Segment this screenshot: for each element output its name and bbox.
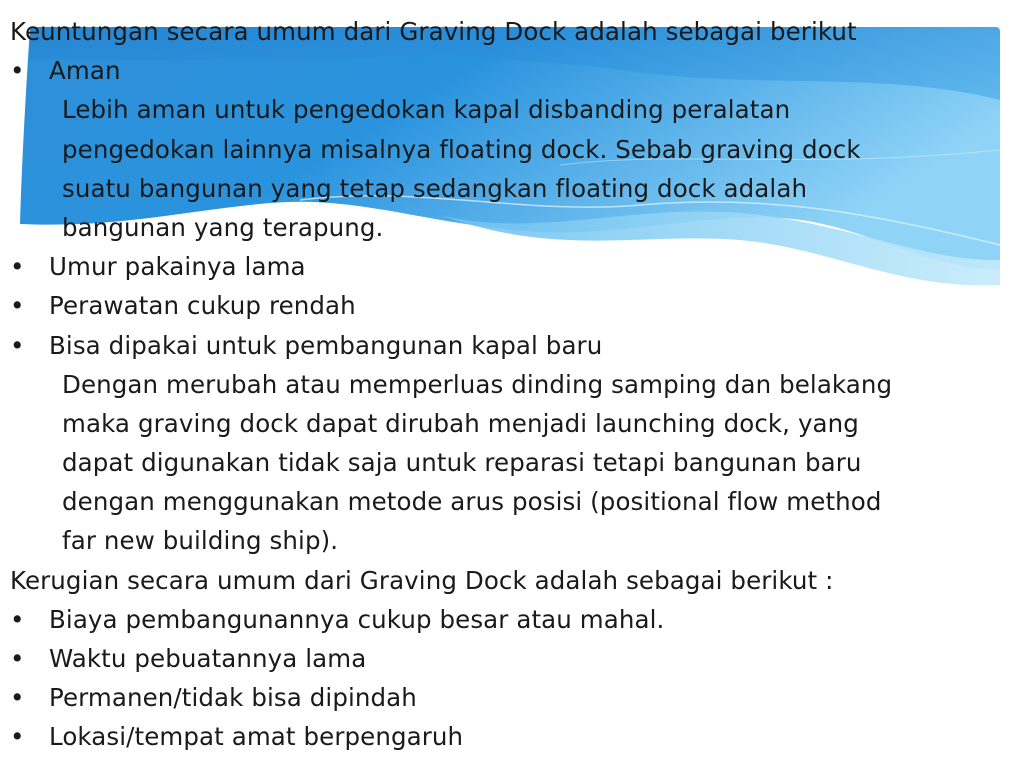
advantage-title: Bisa dipakai untuk pembangunan kapal baru [49, 330, 603, 360]
advantage-description-line: bangunan yang terapung. [62, 212, 384, 242]
advantage-item-umur [10, 247, 1010, 286]
advantage-title: Umur pakainya lama [49, 252, 306, 282]
advantage-description-line: maka graving dock dapat dirubah menjadi launching dock, yang [62, 408, 859, 438]
slide-content [10, 12, 1010, 757]
disadvantage-item [10, 600, 1010, 639]
advantage-description-line: Lebih aman untuk pengedokan kapal disbanding peralatan [62, 95, 791, 125]
disadvantage-text: Lokasi/tempat amat berpengaruh [49, 722, 464, 752]
advantage-description-line: pengedokan lainnya misalnya floating dock. Sebab graving dock [62, 134, 861, 164]
advantage-description-line: far new building ship). [62, 526, 339, 556]
disadvantage-text: Biaya pembangunannya cukup besar atau mahal. [49, 604, 665, 634]
bullet-icon: • [10, 291, 25, 321]
bullet-icon: • [10, 722, 25, 752]
advantage-description-line: dapat digunakan tidak saja untuk reparasi tetapi bangunan baru [62, 448, 862, 478]
advantage-item-perawatan [10, 286, 1010, 325]
advantage-description-line: Dengan merubah atau memperluas dinding samping dan belakang [62, 369, 893, 399]
bullet-icon: • [10, 644, 25, 673]
bullet-icon: • [10, 683, 25, 713]
disadvantage-item [10, 678, 1010, 717]
advantage-description-line: dengan menggunakan metode arus posisi (positional flow method [62, 487, 882, 517]
bullet-icon: • [10, 56, 25, 86]
disadvantage-item [10, 639, 1010, 678]
advantage-title: Perawatan cukup rendah [49, 291, 356, 321]
bullet-icon: • [10, 330, 25, 360]
disadvantages-heading: Kerugian secara umum dari Graving Dock adalah sebagai berikut : [10, 565, 834, 595]
advantage-title: Aman [49, 56, 121, 86]
advantages-heading: Keuntungan secara umum dari Graving Dock adalah sebagai berikut [10, 17, 857, 46]
bullet-icon: • [10, 604, 25, 634]
advantage-description-line: suatu bangunan yang tetap sedangkan floating dock adalah [62, 173, 808, 203]
advantage-item-kapal-baru [10, 326, 1010, 365]
disadvantage-text: Permanen/tidak bisa dipindah [49, 683, 417, 713]
disadvantage-text: Waktu pebuatannya lama [49, 644, 367, 673]
bullet-icon: • [10, 252, 25, 282]
disadvantage-item [10, 717, 1010, 756]
advantage-item-aman [10, 51, 1010, 90]
